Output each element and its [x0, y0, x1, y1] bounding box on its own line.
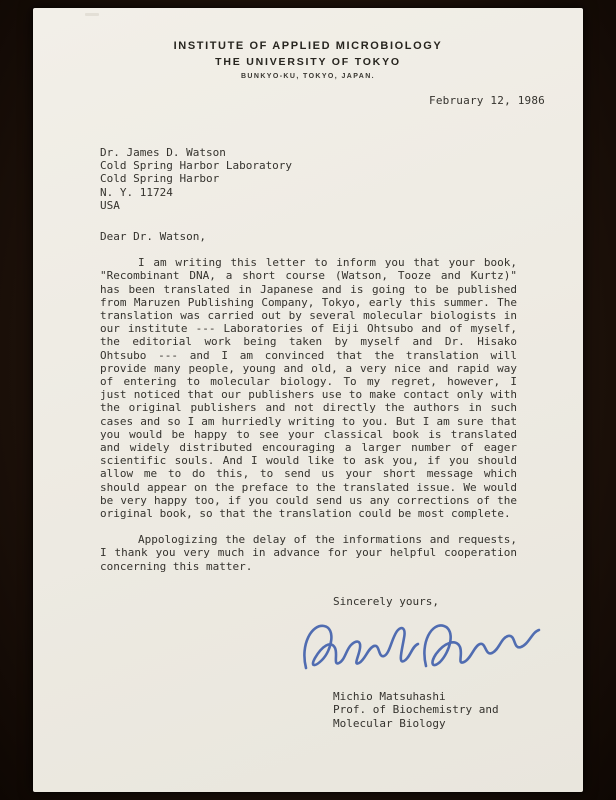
closing: Sincerely yours,	[333, 594, 439, 608]
body-paragraph: Appologizing the delay of the informations and requests, I thank you very much in advance for your helpful cooperation concerning this matter.	[100, 533, 517, 573]
salutation: Dear Dr. Watson,	[100, 230, 206, 244]
signer-name: Michio Matsuhashi	[333, 690, 446, 704]
letterhead-institute: INSTITUTE OF APPLIED MICROBIOLOGY	[173, 40, 443, 52]
body-paragraph: I am writing this letter to inform you that your book, "Recombinant DNA, a short course (Watson, Tooze and Kurtz)" has been translated in Japanese and is going to be published from Maruzen Publishing Company, Tokyo, early this summer. The translation was carried out by several molecular biologists in our institute --- Laboratories of Eiji Ohtsubo and of myself, the editorial work being taken by myself and Dr. Hisako Ohtsubo --- and I am convinced that the translation will provide many people, young and old, a very nice and rapid way of entering to molecular biology. To my regret, however, I just noticed that our publishers use to make contact only with the original publishers and not directly the authors in such cases and so I am hurriedly writing to you. But I am sure that you would be happy to see your classical book is translated and widely distributed encouraging a larger number of eager scientific souls. And I would like to ask you, if you should allow me to do this, to send us your short message which should appear on the preface to the translated issue. We would be very happy too, if you could send us any corrections of the original book, so that the translation could be most complete.	[100, 256, 517, 521]
signer	[333, 690, 499, 730]
signature-ink-scribble	[298, 614, 548, 686]
address-line: Dr. James D. Watson	[100, 146, 226, 159]
date-line: February 12, 1986	[429, 94, 545, 107]
signature-block	[100, 608, 517, 738]
address-line: N. Y. 11724	[100, 185, 173, 199]
letterhead-university: THE UNIVERSITY OF TOKYO	[215, 56, 401, 68]
signer-title-line-2: Molecular Biology	[333, 716, 446, 730]
letter-body	[100, 146, 517, 738]
address-line: Cold Spring Harbor	[100, 172, 220, 186]
letter-paper	[33, 8, 583, 792]
letterhead	[33, 8, 583, 80]
recipient-address	[100, 146, 517, 212]
address-line: Cold Spring Harbor Laboratory	[100, 159, 293, 173]
letterhead-address: BUNKYO-KU, TOKYO, JAPAN.	[240, 73, 376, 80]
scan-artifact	[85, 13, 99, 16]
signer-title-line-1: Prof. of Biochemistry and	[333, 703, 499, 717]
address-line: USA	[100, 198, 120, 212]
